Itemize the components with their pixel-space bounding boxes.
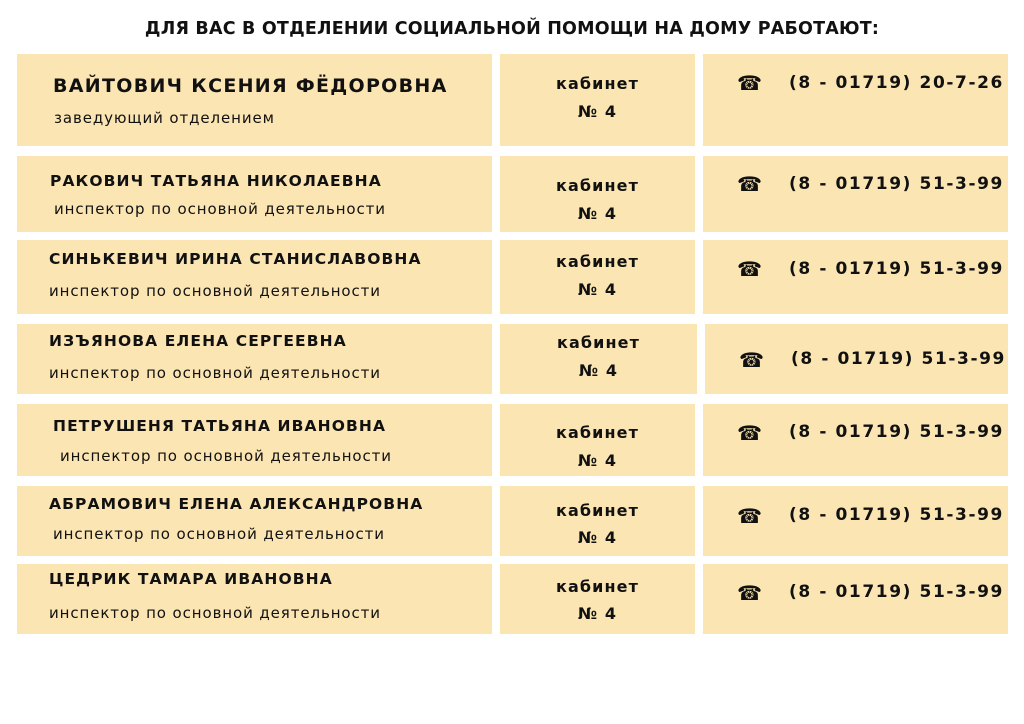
cabinet-label: кабинет — [556, 501, 639, 520]
cabinet-number: № 4 — [577, 102, 618, 121]
cabinet-label: кабинет — [556, 176, 639, 195]
phone-number: (8 - 01719) 51-3-99 — [789, 259, 1004, 279]
staff-name: СИНЬКЕВИЧ ИРИНА СТАНИСЛАВОВНА — [49, 250, 422, 268]
telephone-icon: ☎ — [739, 348, 764, 372]
cabinet-number: № 4 — [578, 361, 619, 380]
cabinet-cell — [500, 240, 695, 314]
cabinet-number: № 4 — [577, 280, 618, 299]
staff-name: АБРАМОВИЧ ЕЛЕНА АЛЕКСАНДРОВНА — [49, 495, 424, 513]
phone-cell — [703, 564, 1008, 634]
telephone-icon: ☎ — [737, 257, 762, 281]
staff-role: инспектор по основной деятельности — [60, 447, 392, 465]
staff-name-cell — [17, 404, 492, 476]
cabinet-number: № 4 — [577, 528, 618, 547]
phone-cell — [703, 156, 1008, 232]
cabinet-cell — [500, 54, 695, 146]
telephone-icon: ☎ — [737, 172, 762, 196]
cabinet-number: № 4 — [577, 451, 618, 470]
cabinet-label: кабинет — [556, 74, 639, 93]
staff-role: инспектор по основной деятельности — [49, 282, 381, 300]
staff-role: инспектор по основной деятельности — [53, 525, 385, 543]
cabinet-label: кабинет — [556, 577, 639, 596]
telephone-icon: ☎ — [737, 421, 762, 445]
cabinet-label: кабинет — [557, 333, 640, 352]
phone-number: (8 - 01719) 51-3-99 — [789, 422, 1004, 442]
phone-cell — [703, 54, 1008, 146]
cabinet-cell — [500, 156, 695, 232]
cabinet-cell — [500, 564, 695, 634]
telephone-icon: ☎ — [737, 581, 762, 605]
phone-number: (8 - 01719) 20-7-26 — [789, 73, 1004, 93]
cabinet-cell — [500, 404, 695, 476]
staff-name: РАКОВИЧ ТАТЬЯНА НИКОЛАЕВНА — [50, 172, 382, 190]
staff-name-cell — [17, 54, 492, 146]
phone-cell — [703, 240, 1008, 314]
cabinet-label: кабинет — [556, 252, 639, 271]
phone-number: (8 - 01719) 51-3-99 — [789, 582, 1004, 602]
phone-number: (8 - 01719) 51-3-99 — [789, 174, 1004, 194]
staff-role: заведующий отделением — [54, 109, 275, 127]
telephone-icon: ☎ — [737, 504, 762, 528]
cabinet-number: № 4 — [577, 204, 618, 223]
phone-cell — [705, 324, 1008, 394]
phone-number: (8 - 01719) 51-3-99 — [789, 505, 1004, 525]
phone-cell — [703, 404, 1008, 476]
cabinet-cell — [500, 324, 697, 394]
telephone-icon: ☎ — [737, 71, 762, 95]
staff-name-cell — [17, 324, 492, 394]
staff-role: инспектор по основной деятельности — [49, 364, 381, 382]
staff-name-cell — [17, 564, 492, 634]
staff-role: инспектор по основной деятельности — [49, 604, 381, 622]
cabinet-number: № 4 — [577, 604, 618, 623]
phone-cell — [703, 486, 1008, 556]
cabinet-cell — [500, 486, 695, 556]
page-title: ДЛЯ ВАС В ОТДЕЛЕНИИ СОЦИАЛЬНОЙ ПОМОЩИ НА ДОМУ РАБОТАЮТ: — [144, 19, 880, 39]
staff-name: ПЕТРУШЕНЯ ТАТЬЯНА ИВАНОВНА — [53, 417, 387, 435]
staff-role: инспектор по основной деятельности — [54, 200, 386, 218]
staff-name-cell — [17, 240, 492, 314]
cabinet-label: кабинет — [556, 423, 639, 442]
staff-name-cell — [17, 486, 492, 556]
staff-name: ЦЕДРИК ТАМАРА ИВАНОВНА — [49, 570, 333, 588]
staff-name: ВАЙТОВИЧ КСЕНИЯ ФЁДОРОВНА — [53, 75, 448, 97]
staff-name: ИЗЪЯНОВА ЕЛЕНА СЕРГЕЕВНА — [49, 332, 347, 350]
staff-name-cell — [17, 156, 492, 232]
phone-number: (8 - 01719) 51-3-99 — [791, 349, 1006, 369]
